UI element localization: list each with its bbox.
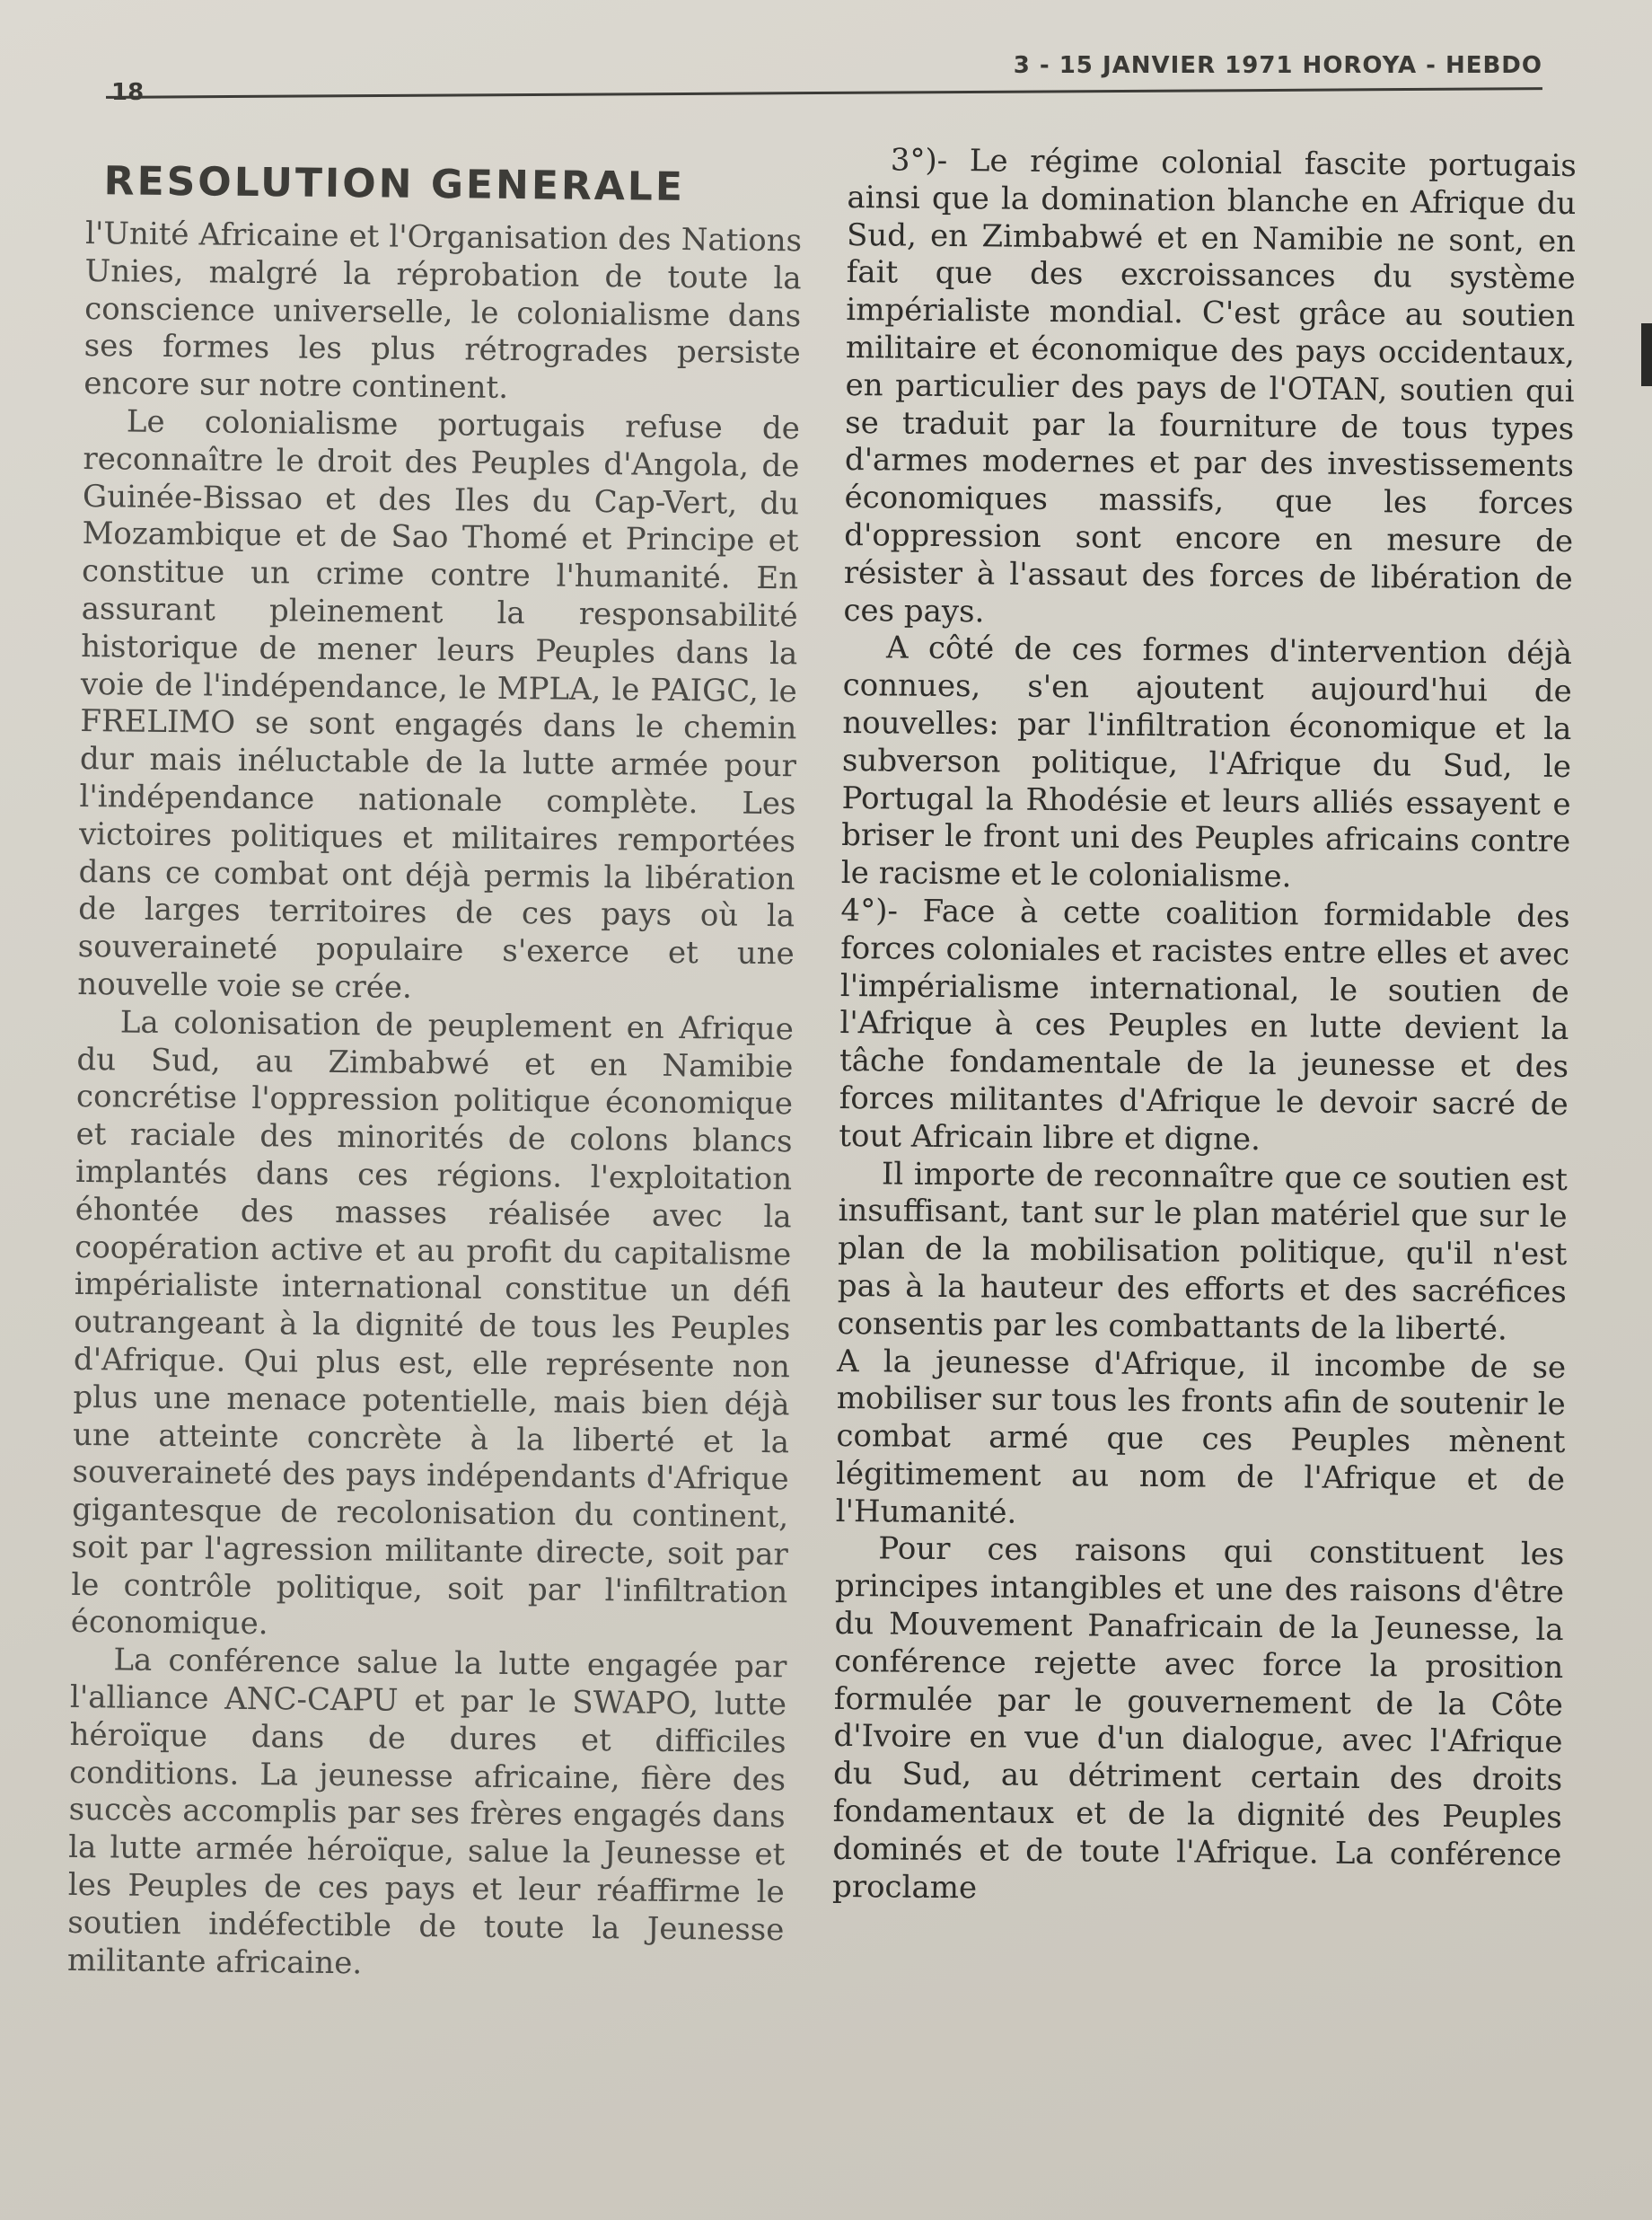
paragraph: A la jeunesse d'Afrique, il incombe de se mobiliser sur tous les fronts afin de soutenir le combat armé que ces Peuples mènent légitimement au nom de l'Afrique et de l'Humanité. bbox=[835, 1343, 1567, 1531]
paragraph: A côté de ces formes d'intervention déjà connues, s'en ajoutent aujourd'hui de nouvelles: par l'infiltration économique et la subverson politique, l'Afrique du Sud, le Portugal la Rhodésie et leurs alliés essayent e briser le front uni des Peuples africains contre le racisme et le colonialisme. bbox=[840, 630, 1573, 895]
paragraph: Le colonialisme portugais refuse de reconnaître le droit des Peuples d'Angola, de Guinée-Bissao et des Iles du Cap-Vert, du Mozambique et de Sao Thomé et Principe et constitue un crime contre l'humanité. En assurant pleinement la responsabilité historique de mener leurs Peuples dans la voie de l'indépendance, le MPLA, le PAIGC, le FRELIMO se sont engagés dans le chemin dur mais inéluctable de la lutte armée pour l'indépendance nationale complète. Les victoires politiques et militaires remportées dans ce combat ont déjà permis la libération de larges territoires de ces pays où la souveraineté populaire s'exerce et une nouvelle voie se crée. bbox=[77, 403, 801, 1006]
page-edge-mark bbox=[1641, 323, 1652, 386]
paragraph: Pour ces raisons qui constituent les principes intangibles et une des raisons d'être du Mouvement Panafricain de la Jeunesse, la conférence rejette avec force la prosition formulée par le gouvernement de la Côte d'Ivoire en vue d'un dialogue, avec l'Afrique du Sud, au détriment certain des droits fondamentaux et de la dignité des Peuples dominés et de toute l'Afrique. La conférence proclame bbox=[831, 1530, 1565, 1906]
masthead-date: 3 - 15 JANVIER 1971 HOROYA - HEBDO bbox=[1013, 52, 1542, 79]
paragraph: Il importe de reconnaître que ce soutien est insuffisant, tant sur le plan matériel que sur le plan de la mobilisation politique, qu'il n'est pas à la hauteur des efforts et des sacréfices consentis par les combattants de la liberté. bbox=[837, 1155, 1569, 1348]
header-rule bbox=[106, 87, 1542, 99]
article-headline: RESOLUTION GENERALE bbox=[103, 158, 686, 210]
paragraph: La colonisation de peuplement en Afrique du Sud, au Zimbabwé et en Namibie concrétise l'oppression politique économique et raciale des minorités de colons blancs implantés dans ces régions. l'exploitation éhontée des masses réalisée avec la coopération active et au profit du capitalisme impérialiste international constitue un défi outrangeant à la dignité de tous les Peuples d'Afrique. Qui plus est, elle représente non plus une menace potentielle, mais bien déjà une atteinte concrète à la liberté et la souveraineté des pays indépendants d'Afrique gigantesque de recolonisation du continent, soit par l'agression militante directe, soit par le contrôle politique, soit par l'infiltration économique. bbox=[70, 1004, 795, 1643]
page-number: 18 bbox=[111, 79, 145, 106]
paragraph: l'Unité Africaine et l'Organisation des Nations Unies, malgré la réprobation de toute la conscience universelle, le colonialisme dans ses formes les plus rétrogrades persiste encore sur notre continent. bbox=[83, 215, 803, 407]
page-header bbox=[106, 52, 1542, 106]
paragraph: 4°)- Face à cette coalition formidable des forces coloniales et racistes entre elles et avec l'impérialisme international, le soutien de l'Afrique à ces Peuples en lutte devient la tâche fondamentale de la jeunesse et des forces militantes d'Afrique le devoir sacré de tout Africain libre et digne. bbox=[839, 892, 1570, 1158]
left-column bbox=[67, 156, 803, 1987]
paragraph: 3°)- Le régime colonial fascite portugais ainsi que la domination blanche en Afrique du Sud, en Zimbabwé et en Namibie ne sont, en fait que des excroissances du système impérialiste mondial. C'est grâce au soutien militaire et économique des pays occidentaux, en particulier des pays de l'OTAN, soutien qui se traduit par la fourniture de tous types d'armes modernes et par des investissements économiques massifs, que les forces d'oppression sont encore en mesure de résister à l'assaut des forces de libération de ces pays. bbox=[843, 142, 1577, 630]
right-column bbox=[832, 142, 1577, 1912]
paragraph: La conférence salue la lutte engagée par l'alliance ANC-CAPU et par le SWAPO, lutte héroïque dans de dures et difficiles conditions. La jeunesse africaine, fière des succès accomplis par ses frères engagés dans la lutte armée héroïque, salue la Jeunesse et les Peuples de ces pays et leur réaffirme le soutien indéfectible de toute la Jeunesse militante africaine. bbox=[66, 1642, 787, 1981]
